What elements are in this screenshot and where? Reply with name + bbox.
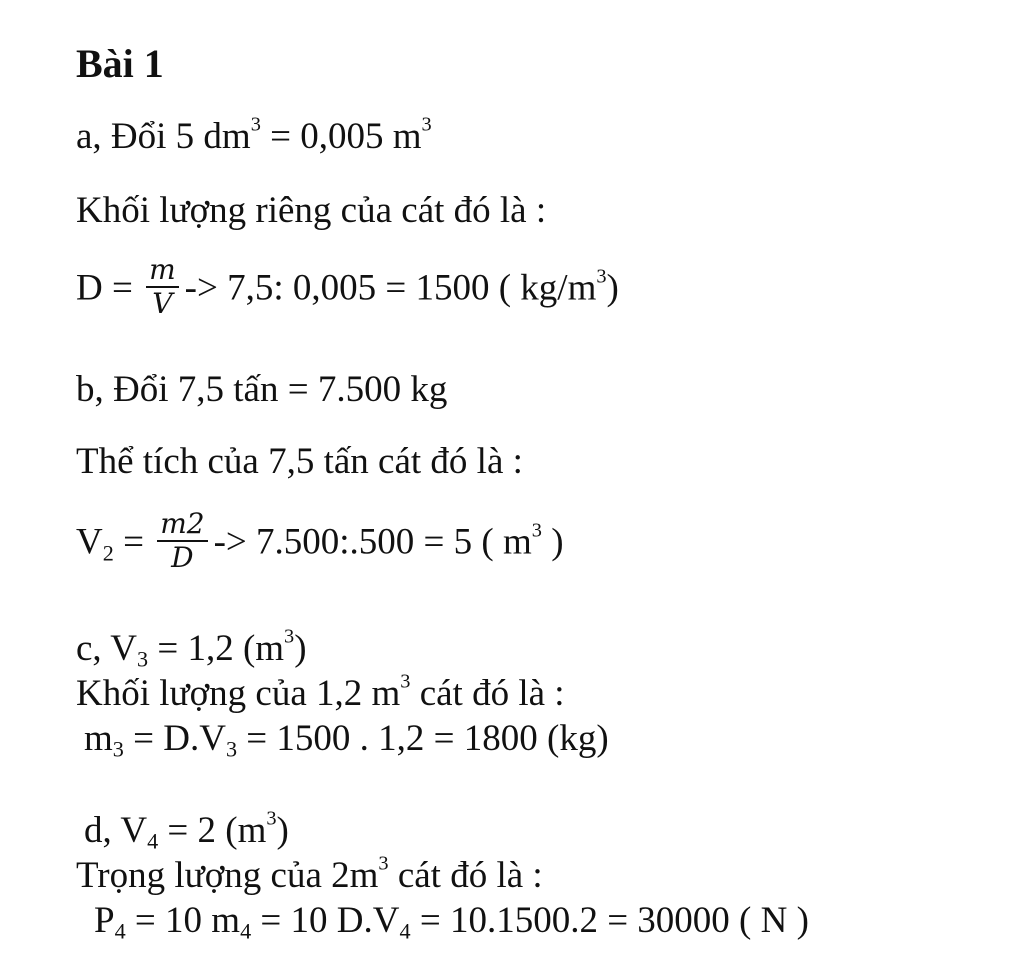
part-a-heading: Khối lượng riêng của cát đó là :	[76, 190, 547, 231]
fraction-m2-over-d: $\frac{m2}{D}$	[157, 508, 207, 574]
part-d-heading: Trọng lượng của $2m^3$ cát đó là :	[76, 852, 543, 896]
part-a-conversion: a, Đổi 5 $dm^3 = 0,005$ $m^3$	[76, 113, 432, 157]
exercise-title: Bài 1	[76, 41, 164, 86]
fraction-m-over-v: $\frac{m}{V}$	[146, 254, 179, 320]
volume-formula: $V_2$ = $\frac{m2}{D}$ -> 7.500:.500 = 5 ( $m^3$ )	[76, 507, 564, 575]
part-d-volume: d, $V_4 = 2$ $(m^3)$	[84, 807, 289, 854]
part-c-volume: c, $V_3 = 1,2$ $(m^3)$	[76, 625, 307, 672]
part-c-mass-formula: $m_3 = D.V_3 = 1500$ . 1,2 = 1800 (kg)	[84, 718, 609, 762]
part-c-heading: Khối lượng của 1,2 $m^3$ cát đó là :	[76, 670, 565, 714]
part-d-weight-formula: $P_4 = 10$ $m_4 = 10$ $D.V_4 = 10.1500.2 = 30000$ ( N )	[94, 900, 809, 944]
part-b-heading: Thể tích của 7,5 tấn cát đó là :	[76, 441, 523, 482]
part-b-conversion: b, Đổi 7,5 tấn = 7.500 kg	[76, 369, 448, 410]
density-formula: D = $\frac{m}{V}$ -> 7,5: 0,005 = 1500 ( $kg/m^3$)	[76, 253, 619, 321]
